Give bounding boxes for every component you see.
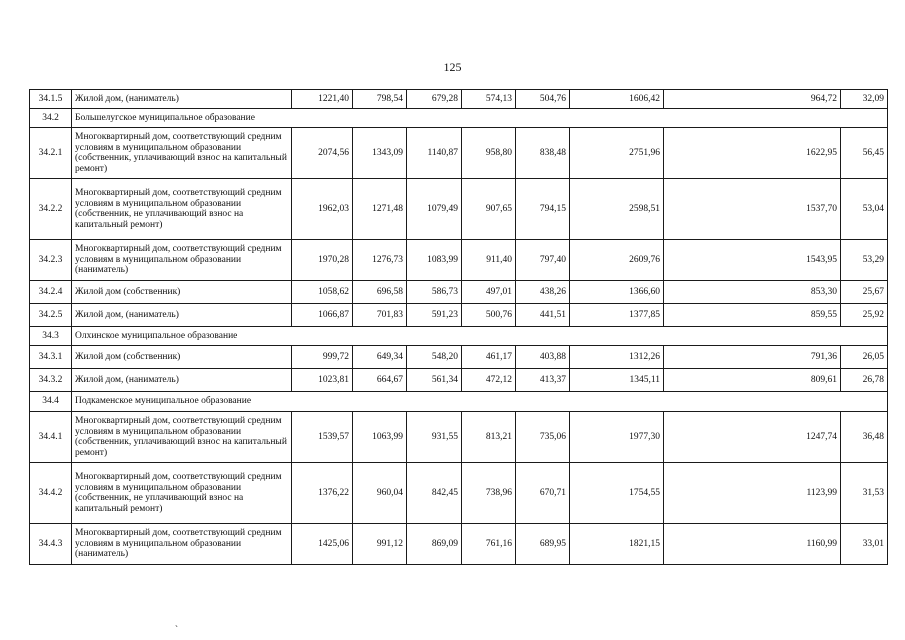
value-cell: 1083,99 <box>407 240 462 281</box>
value-cell: 798,54 <box>353 90 407 109</box>
value-cell: 1066,87 <box>292 304 353 327</box>
value-cell: 1221,40 <box>292 90 353 109</box>
value-cell: 794,15 <box>516 179 570 240</box>
row-description: Жилой дом (собственник) <box>72 281 292 304</box>
row-description: Многоквартирный дом, соответствующий средним условиям в муниципальном образовании (наниматель) <box>72 524 292 565</box>
value-cell: 797,40 <box>516 240 570 281</box>
value-cell: 838,48 <box>516 128 570 179</box>
value-cell: 56,45 <box>841 128 888 179</box>
value-cell: 991,12 <box>353 524 407 565</box>
row-description: Многоквартирный дом, соответствующий средним условиям в муниципальном образовании (собственник, не уплачивающий взнос на капитальный ремонт) <box>72 463 292 524</box>
row-code: 34.2 <box>30 109 72 128</box>
value-cell: 1821,15 <box>570 524 664 565</box>
value-cell: 33,01 <box>841 524 888 565</box>
value-cell: 1377,85 <box>570 304 664 327</box>
value-cell: 1160,99 <box>664 524 841 565</box>
value-cell: 574,13 <box>462 90 516 109</box>
value-cell: 438,26 <box>516 281 570 304</box>
row-code: 34.4.3 <box>30 524 72 565</box>
value-cell: 1247,74 <box>664 412 841 463</box>
table-row <box>30 304 888 327</box>
value-cell: 853,30 <box>664 281 841 304</box>
row-code: 34.2.5 <box>30 304 72 327</box>
value-cell: 1058,62 <box>292 281 353 304</box>
value-cell: 497,01 <box>462 281 516 304</box>
value-cell: 761,16 <box>462 524 516 565</box>
value-cell: 32,09 <box>841 90 888 109</box>
row-description: Жилой дом, (наниматель) <box>72 90 292 109</box>
table-row <box>30 412 888 463</box>
value-cell: 36,48 <box>841 412 888 463</box>
section-row <box>30 109 888 128</box>
page-number: 125 <box>443 60 462 74</box>
value-cell: 1754,55 <box>570 463 664 524</box>
value-cell: 842,45 <box>407 463 462 524</box>
row-code: 34.2.4 <box>30 281 72 304</box>
value-cell: 504,76 <box>516 90 570 109</box>
value-cell: 53,29 <box>841 240 888 281</box>
value-cell: 859,55 <box>664 304 841 327</box>
value-cell: 500,76 <box>462 304 516 327</box>
section-title: Большелугское муниципальное образование <box>72 109 888 128</box>
value-cell: 649,34 <box>353 346 407 369</box>
value-cell: 907,65 <box>462 179 516 240</box>
value-cell: 1140,87 <box>407 128 462 179</box>
value-cell: 1376,22 <box>292 463 353 524</box>
value-cell: 548,20 <box>407 346 462 369</box>
value-cell: 931,55 <box>407 412 462 463</box>
value-cell: 1606,42 <box>570 90 664 109</box>
row-code: 34.3.2 <box>30 369 72 392</box>
value-cell: 25,92 <box>841 304 888 327</box>
section-title: Олхинское муниципальное образование <box>72 327 888 346</box>
row-description: Жилой дом, (наниматель) <box>72 304 292 327</box>
row-code: 34.3.1 <box>30 346 72 369</box>
value-cell: 25,67 <box>841 281 888 304</box>
section-title: Подкаменское муниципальное образование <box>72 392 888 412</box>
table-row <box>30 369 888 392</box>
row-description: Жилой дом, (наниматель) <box>72 369 292 392</box>
value-cell: 679,28 <box>407 90 462 109</box>
value-cell: 31,53 <box>841 463 888 524</box>
row-code: 34.4.1 <box>30 412 72 463</box>
value-cell: 461,17 <box>462 346 516 369</box>
row-description: Многоквартирный дом, соответствующий средним условиям в муниципальном образовании (собственник, не уплачивающий взнос на капитальный ремонт) <box>72 179 292 240</box>
value-cell: 735,06 <box>516 412 570 463</box>
value-cell: 689,95 <box>516 524 570 565</box>
table-row <box>30 128 888 179</box>
row-code: 34.3 <box>30 327 72 346</box>
value-cell: 813,21 <box>462 412 516 463</box>
row-description: Многоквартирный дом, соответствующий средним условиям в муниципальном образовании (собственник, уплачивающий взнос на капитальный ремонт) <box>72 412 292 463</box>
value-cell: 738,96 <box>462 463 516 524</box>
section-row <box>30 392 888 412</box>
value-cell: 958,80 <box>462 128 516 179</box>
table-body <box>30 90 888 565</box>
value-cell: 2598,51 <box>570 179 664 240</box>
value-cell: 441,51 <box>516 304 570 327</box>
value-cell: 1023,81 <box>292 369 353 392</box>
row-description: Многоквартирный дом, соответствующий средним условиям в муниципальном образовании (собственник, уплачивающий взнос на капитальный ремонт) <box>72 128 292 179</box>
value-cell: 1343,09 <box>353 128 407 179</box>
value-cell: 1079,49 <box>407 179 462 240</box>
table-row <box>30 346 888 369</box>
value-cell: 964,72 <box>664 90 841 109</box>
table-row <box>30 179 888 240</box>
table-row <box>30 524 888 565</box>
value-cell: 1537,70 <box>664 179 841 240</box>
value-cell: 809,61 <box>664 369 841 392</box>
row-code: 34.4.2 <box>30 463 72 524</box>
value-cell: 1366,60 <box>570 281 664 304</box>
row-description: Жилой дом (собственник) <box>72 346 292 369</box>
value-cell: 1063,99 <box>353 412 407 463</box>
row-description: Многоквартирный дом, соответствующий средним условиям в муниципальном образовании (наниматель) <box>72 240 292 281</box>
value-cell: 561,34 <box>407 369 462 392</box>
value-cell: 1271,48 <box>353 179 407 240</box>
row-code: 34.2.3 <box>30 240 72 281</box>
value-cell: 1962,03 <box>292 179 353 240</box>
value-cell: 1977,30 <box>570 412 664 463</box>
value-cell: 1425,06 <box>292 524 353 565</box>
value-cell: 2609,76 <box>570 240 664 281</box>
value-cell: 53,04 <box>841 179 888 240</box>
table-row <box>30 281 888 304</box>
value-cell: 472,12 <box>462 369 516 392</box>
value-cell: 1539,57 <box>292 412 353 463</box>
value-cell: 26,05 <box>841 346 888 369</box>
value-cell: 413,37 <box>516 369 570 392</box>
value-cell: 26,78 <box>841 369 888 392</box>
value-cell: 2751,96 <box>570 128 664 179</box>
value-cell: 1543,95 <box>664 240 841 281</box>
value-cell: 960,04 <box>353 463 407 524</box>
table-row <box>30 90 888 109</box>
row-code: 34.4 <box>30 392 72 412</box>
value-cell: 1970,28 <box>292 240 353 281</box>
value-cell: 1622,95 <box>664 128 841 179</box>
value-cell: 1312,26 <box>570 346 664 369</box>
value-cell: 670,71 <box>516 463 570 524</box>
value-cell: 2074,56 <box>292 128 353 179</box>
table-row <box>30 463 888 524</box>
value-cell: 1276,73 <box>353 240 407 281</box>
value-cell: 591,23 <box>407 304 462 327</box>
value-cell: 1123,99 <box>664 463 841 524</box>
table-row <box>30 240 888 281</box>
value-cell: 586,73 <box>407 281 462 304</box>
tariff-table <box>29 89 888 565</box>
value-cell: 911,40 <box>462 240 516 281</box>
row-code: 34.2.1 <box>30 128 72 179</box>
value-cell: 1345,11 <box>570 369 664 392</box>
value-cell: 701,83 <box>353 304 407 327</box>
row-code: 34.1.5 <box>30 90 72 109</box>
value-cell: 869,09 <box>407 524 462 565</box>
value-cell: 696,58 <box>353 281 407 304</box>
row-code: 34.2.2 <box>30 179 72 240</box>
value-cell: 791,36 <box>664 346 841 369</box>
value-cell: 403,88 <box>516 346 570 369</box>
section-row <box>30 327 888 346</box>
value-cell: 664,67 <box>353 369 407 392</box>
value-cell: 999,72 <box>292 346 353 369</box>
